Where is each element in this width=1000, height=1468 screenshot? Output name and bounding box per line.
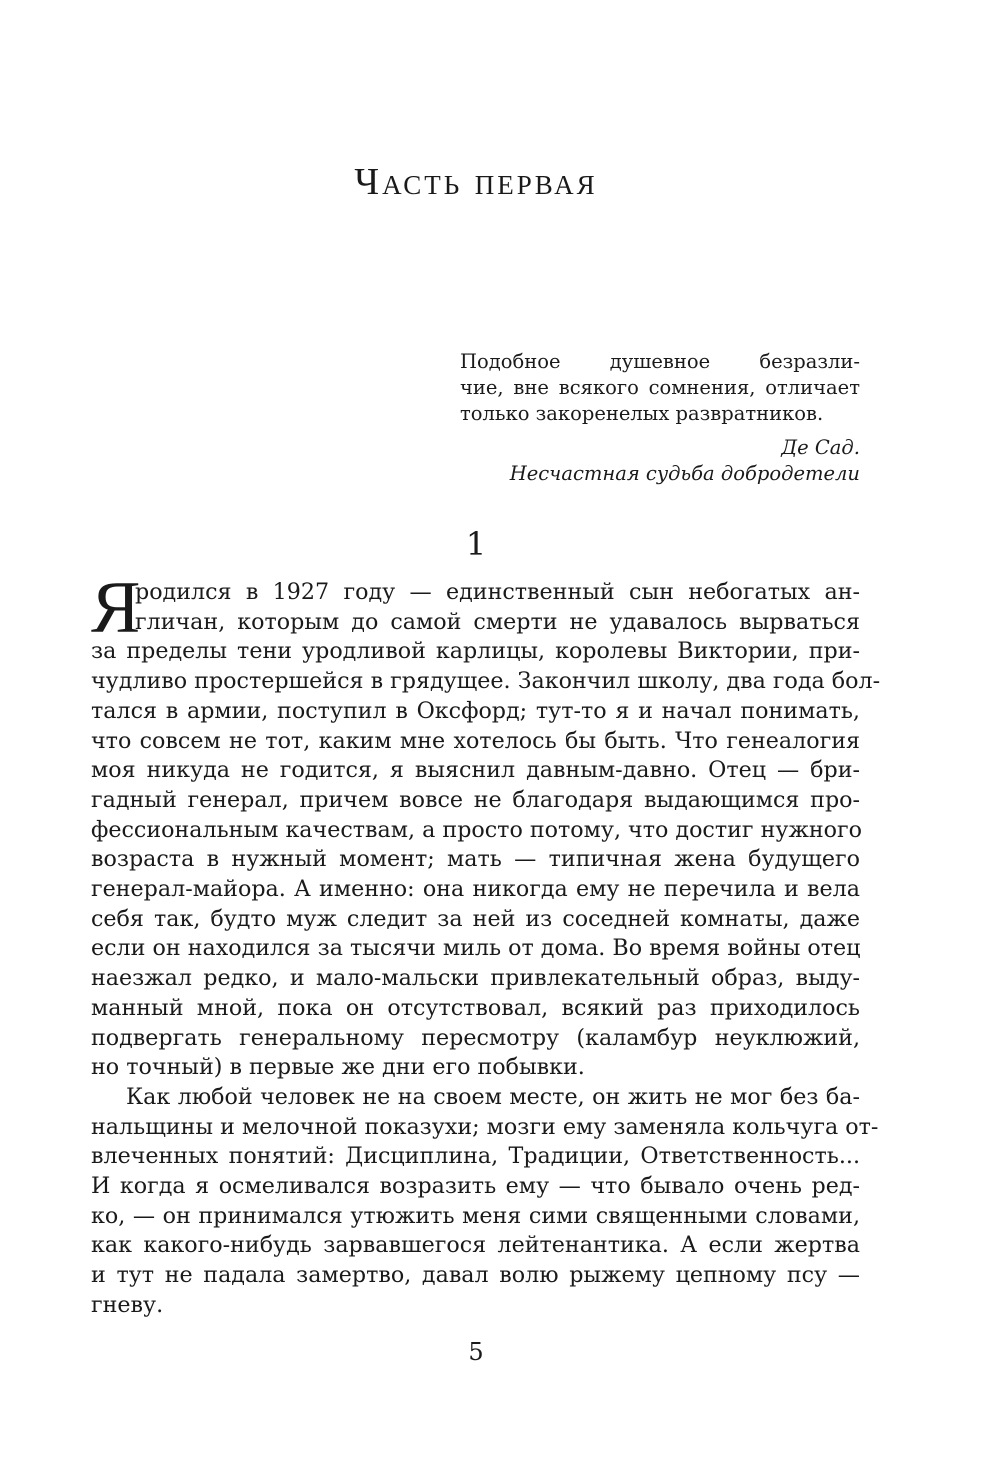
paragraph-1 — [91, 567, 881, 1083]
epigraph-line: чие, вне всякого сомнения, отличает — [460, 376, 860, 399]
epigraph-source: Несчастная судьба добродетели — [509, 462, 860, 485]
page-number: 5 — [468, 1338, 484, 1366]
text-line: моя никуда не годится, я выяснил давным-давно. Отец — бри- — [91, 757, 860, 784]
text-line: наезжал редко, и мало-мальски привлекательный образ, выду- — [91, 965, 860, 992]
epigraph-line: Подобное душевное безразли- — [460, 350, 860, 373]
text-line: тался в армии, поступил в Оксфорд; тут-то я и начал понимать, — [91, 697, 860, 724]
text-line: но точный) в первые же дни его побывки. — [91, 1054, 585, 1081]
chapter-number: 1 — [465, 525, 487, 563]
epigraph — [460, 349, 860, 487]
text-line: гадный генерал, причем вовсе не благодаря выдающимся про- — [91, 786, 860, 813]
text-line: что совсем не тот, каким мне хотелось бы быть. Что генеалогия — [91, 727, 860, 754]
text-line: как какого-нибудь зарвавшегося лейтенантика. А если жертва — [91, 1232, 860, 1259]
text-line: И когда я осмеливался возразить ему — что бывало очень ред- — [91, 1173, 860, 1200]
text-line: себя так, будто муж следит за ней из соседней комнаты, даже — [91, 905, 860, 932]
text-line: и тут не падала замертво, давал волю рыжему цепному псу — — [91, 1262, 860, 1289]
text-line: нальщины и мелочной показухи; мозги ему заменяла кольчуга от- — [91, 1113, 879, 1140]
text-line: гличан, которым до самой смерти не удавалось вырваться — [135, 608, 860, 635]
text-line: родился в 1927 году — единственный сын небогатых ан- — [135, 579, 860, 605]
text-line: ко, — он принимался утюжить меня сими священными словами, — [91, 1202, 860, 1229]
text-line: возраста в нужный момент; мать — типичная жена будущего — [91, 846, 860, 873]
drop-cap: Я — [91, 567, 141, 649]
body-text — [91, 567, 881, 1321]
text-line: Как любой человек не на своем месте, он жить не мог без ба- — [126, 1083, 860, 1110]
text-line: подвергать генеральному пересмотру (каламбур неуклюжий, — [91, 1024, 860, 1051]
epigraph-text — [460, 349, 860, 427]
paragraph-2 — [91, 1083, 879, 1321]
epigraph-line: только закоренелых развратников. — [460, 402, 824, 425]
epigraph-author: Де Сад. — [781, 436, 860, 459]
text-line: за пределы тени уродливой карлицы, королевы Виктории, при- — [91, 638, 860, 665]
part-title: Часть первая — [354, 161, 598, 203]
text-line: гневу. — [91, 1291, 164, 1318]
text-line: генерал-майора. А именно: она никогда ему не перечила и вела — [91, 876, 860, 903]
text-line: фессиональным качествам, а просто потому, что достиг нужного — [91, 816, 862, 843]
text-line: если он находился за тысячи миль от дома. Во время войны отец — [91, 935, 861, 962]
text-line: чудливо простершейся в грядущее. Закончил школу, два года бол- — [91, 668, 881, 695]
text-line: влеченных понятий: Дисциплина, Традиции, Ответственность... — [91, 1143, 860, 1170]
text-line: манный мной, пока он отсутствовал, всякий раз приходилось — [91, 994, 860, 1021]
